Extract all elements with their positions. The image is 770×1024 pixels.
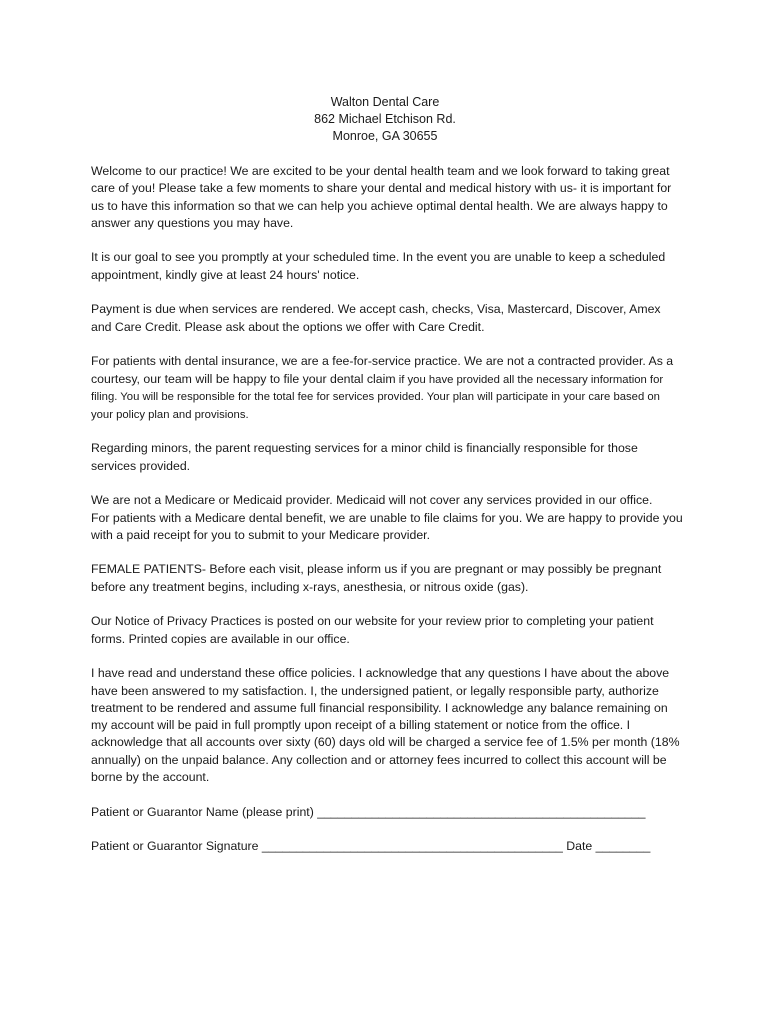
insurance-paragraph (91, 353, 683, 423)
guarantor-signature-field[interactable]: Patient or Guarantor Signature ____________________________________________ Date ________ (91, 839, 651, 854)
guarantor-name-field[interactable]: Patient or Guarantor Name (please print) ________________________________________________ (91, 804, 646, 819)
acknowledgement-paragraph: I have read and understand these office policies. I acknowledge that any questions I have about the above have been answered to my satisfaction. I, the undersigned patient, or legally responsible party, authorize treatment to be rendered and assume full financial responsibility. I acknowledge any balance remaining on my account will be paid in full promptly upon receipt of a billing statement or notice from the office. I acknowledge that all accounts over sixty (60) days old will be charged a service fee of 1.5% per month (18% annually) on the unpaid balance. Any collection and or attorney fees incurred to collect this account will be borne by the account. (91, 666, 680, 784)
practice-city: Monroe, GA 30655 (332, 129, 438, 143)
payment-paragraph: Payment is due when services are rendered. We accept cash, checks, Visa, Mastercard, Discover, Amex and Care Credit. Please ask about the options we offer with Care Credit. (91, 302, 661, 334)
minors-paragraph: Regarding minors, the parent requesting services for a minor child is financially responsible for those services provided. (91, 441, 638, 473)
privacy-paragraph: Our Notice of Privacy Practices is posted on our website for your review prior to completing your patient forms. Printed copies are available in our office. (91, 614, 654, 646)
insurance-text-main: For patients with dental insurance, we are a fee-for-service practice. We are not a contracted provider. As a courtesy, our team will be happy to file your dental claim (91, 354, 674, 386)
insurance-text-small: if you have provided all the necessary information for filing. You will be responsible for the total fee for services provided. Your plan will participate in your care based on your policy plan and provisions. (91, 373, 664, 421)
practice-address: 862 Michael Etchison Rd. (314, 112, 456, 126)
medicaid-paragraph: We are not a Medicare or Medicaid provider. Medicaid will not cover any services provided in our office. (91, 493, 653, 508)
practice-name: Walton Dental Care (330, 95, 440, 109)
female-patients-paragraph: FEMALE PATIENTS- Before each visit, please inform us if you are pregnant or may possibly be pregnant before any treatment begins, including x-rays, anesthesia, or nitrous oxide (gas). (91, 562, 662, 594)
policy-body (91, 163, 683, 873)
appointment-paragraph: It is our goal to see you promptly at your scheduled time. In the event you are unable to keep a scheduled appointment, kindly give at least 24 hours' notice. (91, 250, 666, 282)
welcome-paragraph: Welcome to our practice! We are excited to be your dental health team and we look forward to taking great care of you! Please take a few moments to share your dental and medical history with us- it is important for us to have this information so that we can help you achieve optimal dental health. We are always happy to answer any questions you may have. (91, 164, 672, 230)
letterhead (0, 94, 770, 145)
medicare-paragraph: For patients with a Medicare dental benefit, we are unable to file claims for you. We are happy to provide you with a paid receipt for you to submit to your Medicare provider. (91, 510, 683, 542)
